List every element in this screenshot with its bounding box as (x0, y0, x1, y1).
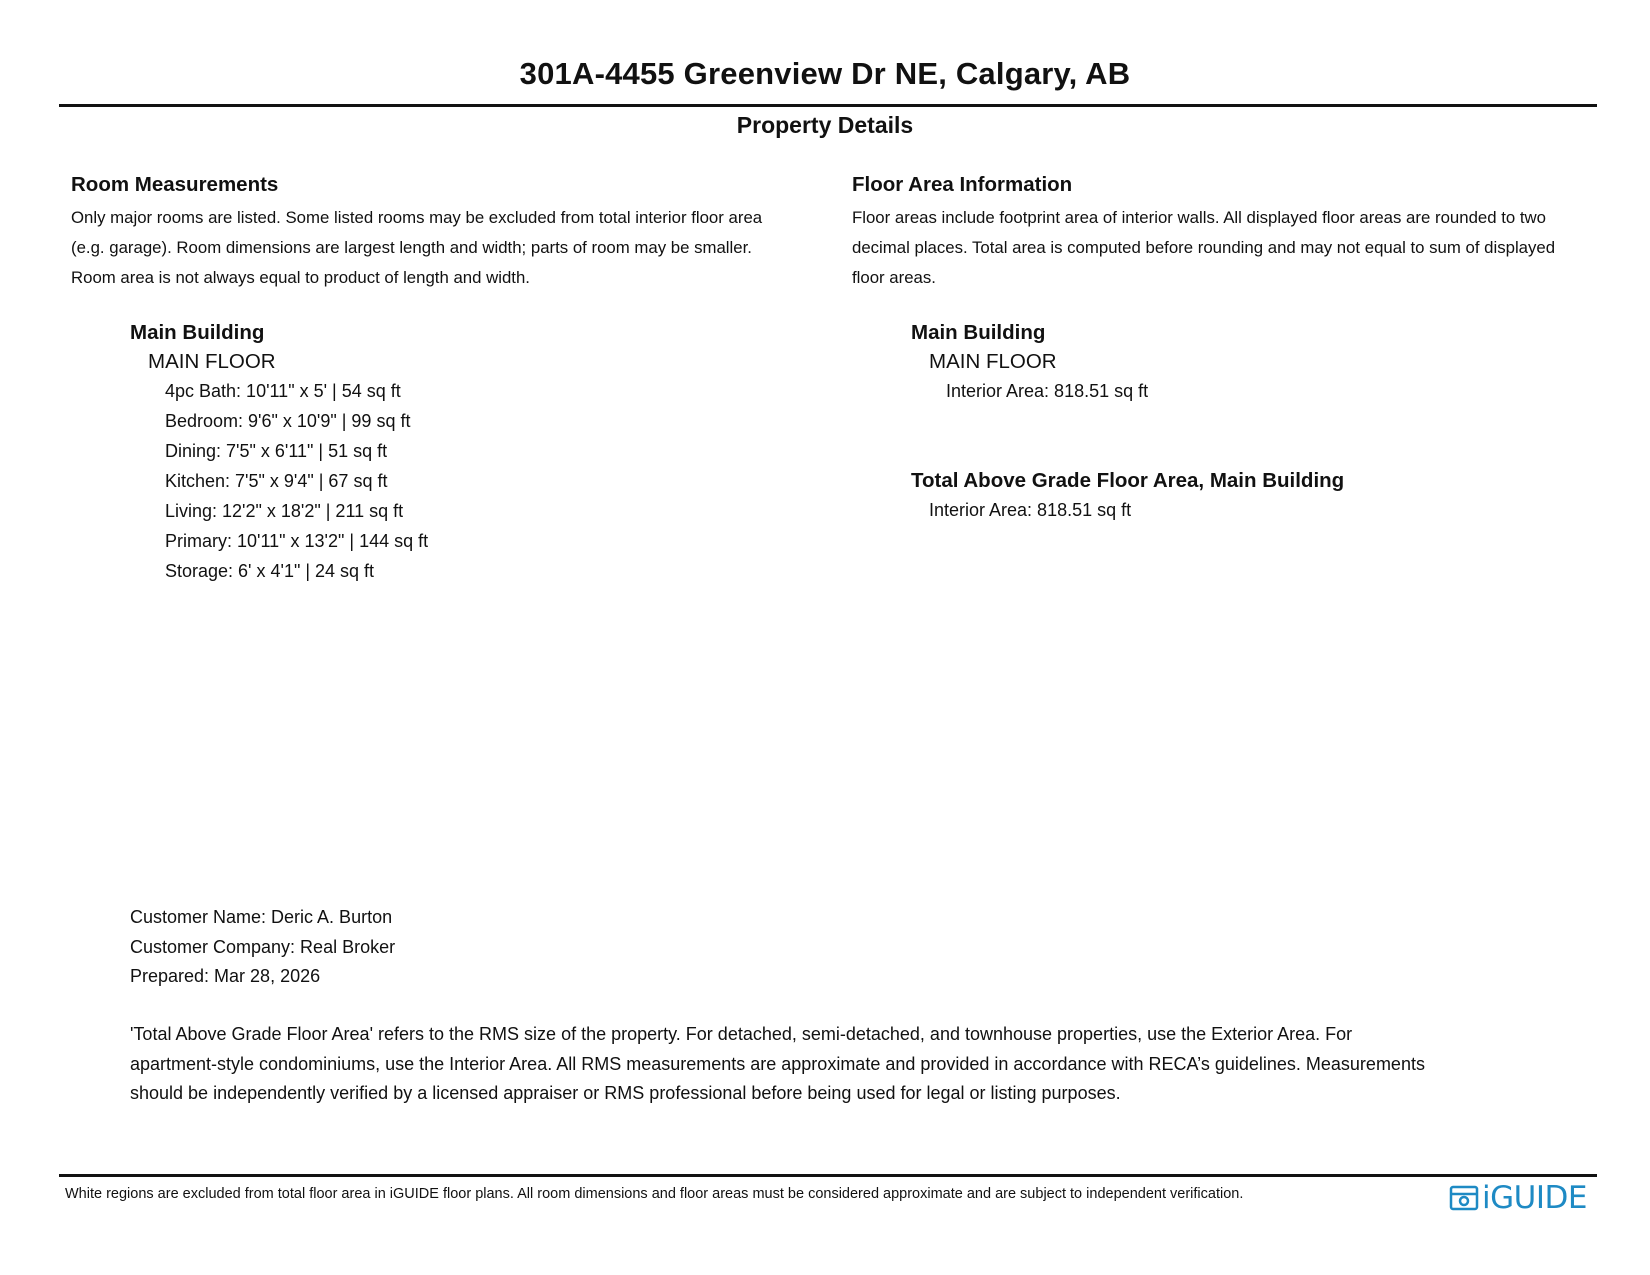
page-title: 301A-4455 Greenview Dr NE, Calgary, AB (519, 56, 1131, 91)
room-measurements-description (71, 203, 811, 293)
total-floor-area (911, 466, 1344, 525)
room-measurements-heading: Room Measurements (71, 173, 279, 196)
room-row: Storage: 6' x 4'1" | 24 sq ft (165, 561, 375, 581)
room-list-main-building (130, 318, 428, 586)
iguide-camera-icon (1449, 1184, 1479, 1212)
floor-area-main-building (911, 318, 1148, 406)
floor-area-heading: Floor Area Information (852, 173, 1073, 196)
room-row: 4pc Bath: 10'11" x 5' | 54 sq ft (165, 381, 401, 401)
customer-company: Customer Company: Real Broker (130, 936, 396, 957)
description-line: Only major rooms are listed. Some listed rooms may be excluded from total interior floor area (71, 208, 763, 227)
room-row: Living: 12'2" x 18'2" | 211 sq ft (165, 501, 404, 521)
total-interior-area: Interior Area: 818.51 sq ft (929, 500, 1132, 520)
logo-text: iGUIDE (1482, 1180, 1587, 1216)
floor-area-section (852, 172, 1612, 293)
room-row: Bedroom: 9'6" x 10'9" | 99 sq ft (165, 411, 411, 431)
description-line: Floor areas include footprint area of interior walls. All displayed floor areas are rounded to two (852, 208, 1546, 227)
building-name: Main Building (911, 321, 1046, 344)
floor-name: MAIN FLOOR (929, 350, 1057, 373)
building-name: Main Building (130, 321, 265, 344)
section-title: Property Details (736, 112, 914, 138)
disclaimer-line: 'Total Above Grade Floor Area' refers to the RMS size of the property. For detached, semi-detached, and townhouse properties, use the Exterior Area. For (130, 1024, 1353, 1044)
floor-name: MAIN FLOOR (148, 350, 276, 373)
floor-interior-area: Interior Area: 818.51 sq ft (946, 381, 1149, 401)
disclaimer-line: apartment-style condominiums, use the Interior Area. All RMS measurements are approximate and provided in accordance with RECA’s guidelines. Measurements (130, 1053, 1425, 1074)
room-measurements-section (71, 172, 811, 293)
customer-info (130, 903, 395, 992)
room-row: Dining: 7'5" x 6'11" | 51 sq ft (165, 441, 388, 461)
footer-note: White regions are excluded from total floor area in iGUIDE floor plans. All room dimensions and floor areas must be considered approximate and are subject to independent verification. (65, 1186, 1244, 1202)
description-line: Room area is not always equal to product of length and width. (71, 268, 530, 287)
footer-divider (59, 1174, 1597, 1177)
room-row: Primary: 10'11" x 13'2" | 144 sq ft (165, 531, 429, 551)
header-divider (59, 104, 1597, 107)
prepared-date: Prepared: Mar 28, 2026 (130, 966, 321, 986)
description-line: floor areas. (852, 268, 936, 287)
iguide-logo (1449, 1180, 1587, 1216)
total-area-heading: Total Above Grade Floor Area, Main Building (911, 469, 1345, 492)
floor-area-description (852, 203, 1612, 293)
room-row: Kitchen: 7'5" x 9'4" | 67 sq ft (165, 471, 388, 491)
description-line: decimal places. Total area is computed before rounding and may not equal to sum of displayed (852, 238, 1556, 257)
rms-disclaimer (130, 1020, 1550, 1109)
disclaimer-line: should be independently verified by a licensed appraiser or RMS professional before being used for legal or listing purposes. (130, 1083, 1121, 1103)
customer-name: Customer Name: Deric A. Burton (130, 907, 393, 927)
description-line: (e.g. garage). Room dimensions are largest length and width; parts of room may be smaller. (71, 238, 752, 257)
